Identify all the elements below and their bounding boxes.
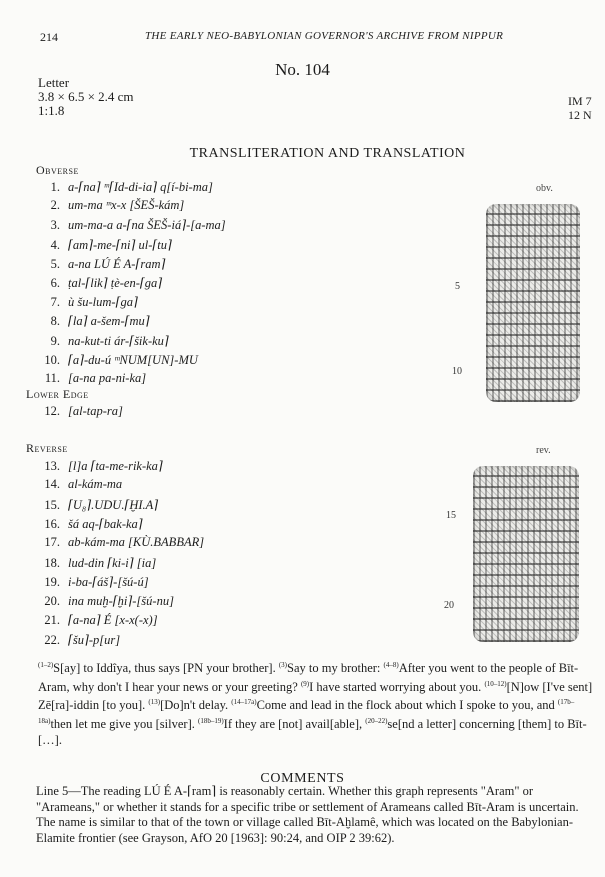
line-text: [l]a ⌈ta-me-rik-ka⌉ [68,459,163,473]
letter-metadata [38,76,134,118]
museum-reference [568,94,592,122]
field-number: 12 N [568,108,592,122]
line-text: a-⌈na⌉ ᵐ⌈Id-di-ia⌉ q[í-bi-ma] [68,180,213,194]
reverse-heading: Reverse [26,441,68,455]
line-number: 1. [50,180,60,194]
line-text: šá aq-⌈bak-ka⌉ [68,516,143,531]
page-number: 214 [40,30,58,44]
line-text: na-kut-ti ár-⌈šik-ku⌉ [68,333,169,348]
line-number: 13. [44,459,60,473]
transliteration-line [36,179,213,195]
line-reference: (14–17a) [231,698,257,707]
line-text: ⌈a⌉-du-ú ᵐNUM[UN]-MU [68,352,198,367]
line-text: ab-kám-ma [KÙ.BABBAR] [68,535,205,550]
transliteration-line [36,516,143,532]
letter-number: No. 104 [275,60,330,79]
running-head: THE EARLY NEO-BABYLONIAN GOVERNOR'S ARCHIVE FROM NIPPUR [145,30,504,42]
meta-dimensions: 3.8 × 6.5 × 2.4 cm [38,89,134,104]
line-number: 8. [50,314,60,329]
line-number: 21. [44,613,60,628]
transliteration-line [36,237,172,253]
line-number: 19. [44,574,60,589]
line-text: lud-din ⌈ki-i⌉ [ia] [68,555,157,570]
translation-segment: then let me give you [silver]. [50,717,198,732]
transliteration-line [36,404,123,419]
transliteration-line [36,198,184,213]
line-text: ⌈la⌉ a-šem-⌈mu⌉ [68,314,150,329]
translation-segment: [Do]n't delay. [160,698,232,713]
line-text: um-ma ᵐx-x [ŠEŠ-kám] [68,198,185,213]
transliteration-line [36,352,198,368]
line-text: ṭal-⌈lik⌉ ṭè-en-⌈ga⌉ [68,276,163,290]
lower-edge-heading: Lower Edge [26,387,89,401]
line-number: 4. [50,237,60,252]
transliteration-line [36,535,204,550]
reverse-tablet-label: rev. [536,445,551,456]
line-text: ⌈U₈⌉.UDU.⌈ḪI.A⌉ [68,497,159,512]
line-text: um-ma-a a-⌈na ŠEŠ-iá⌉-[a-ma] [68,218,226,233]
tablet-reverse-drawing [473,466,579,642]
comment-text: The reading LÚ É A-⌈ram⌉ is reasonably certain. Whether this graph represents "Aram" or "Arameans," or whether it stands for a specific tribe or settlement of Arameans called Bīt-Aram is uncertain. The name is similar to that of the town or village called Bīt-Aḫlamê, which was located on the Babylonian-Elamite frontier (see Grayson, AfO 20 [1963]: 90:24, and OIP 2 39:62). [36,784,579,845]
line-text: ina muḫ-⌈ḫi⌉-[šú-nu] [68,594,174,609]
line-text: [al-tap-ra] [68,404,123,418]
line-number: 22. [44,632,60,647]
margin-number-5: 5 [455,281,460,292]
transliteration-line [36,497,158,513]
line-number: 15. [44,497,60,512]
line-number: 10. [44,352,60,367]
translation-segment: [N]ow [I've sent] Zē[ra]-iddin [to you]. [38,679,593,713]
line-reference: (13) [148,698,161,707]
translation-paragraph [38,658,598,748]
line-text: al-kám-ma [68,477,123,492]
transliteration-line [36,275,162,291]
line-number: 14. [44,477,60,492]
line-number: 12. [44,404,60,418]
transliteration-line [36,217,226,233]
transliteration-line [36,632,120,648]
meta-scale: 1:1.8 [38,103,65,118]
line-number: 17. [44,535,60,550]
line-number: 6. [50,276,60,290]
line-reference: (1–2) [38,661,54,669]
translation-segment: se[nd a letter] concerning [them] to Bīt-[…]. [38,717,587,747]
transliteration-line [36,256,165,272]
translation-segment: Say to my brother: [287,661,384,676]
line-text: a-na LÚ É A-⌈ram⌉ [68,256,166,271]
line-text: ⌈šu⌉-p[ur] [68,632,121,647]
line-number: 5. [50,256,60,271]
line-reference: (20–22) [365,716,388,725]
meta-type: Letter [38,75,70,90]
margin-number-10: 10 [452,366,462,377]
line-text: [a-na pa-ni-ka] [68,371,147,385]
line-reference: (9) [300,679,310,688]
comment-label: Line 5— [36,784,81,798]
line-number: 16. [44,516,60,531]
transliteration-line [36,612,158,628]
translation-segment: Come and lead in the flock about which I spoke to you, and [256,698,558,713]
line-reference: (10–12) [484,679,507,688]
line-text: ù šu-lum-⌈ga⌉ [68,295,138,310]
transliteration-line [36,313,150,329]
section-title: TRANSLITERATION AND TRANSLATION [189,146,466,161]
obverse-tablet-label: obv. [536,183,553,194]
line-text: ⌈am⌉-me-⌈ni⌉ ul-⌈tu⌉ [68,237,172,252]
line-number: 18. [44,555,60,570]
line-number: 3. [50,218,60,233]
transliteration-line [36,477,122,492]
comment-line-5 [36,784,596,846]
margin-number-15: 15 [446,510,456,521]
line-reference: (18b–19) [197,716,224,725]
margin-number-20: 20 [444,600,454,611]
line-reference: (17b–18a) [38,698,575,725]
tablet-obverse-drawing [486,204,580,402]
line-number: 2. [50,198,60,213]
line-number: 20. [44,594,60,609]
transliteration-line [36,371,146,386]
transliteration-line [36,555,156,571]
transliteration-line [36,574,149,590]
transliteration-line [36,593,174,609]
translation-segment: S[ay] to Iddîya, thus says [PN your brother]. [53,661,279,676]
line-text: i-ba-⌈áš⌉-[šú-ú] [68,574,149,589]
transliteration-line [36,333,169,349]
line-number: 11. [44,371,60,385]
museum-number: IM 7 [568,94,592,108]
translation-segment: After you went to the people of Bīt-Aram, why don't I hear your news or your greeting? [38,661,579,694]
line-reference: (3) [278,661,288,669]
line-text: ⌈a-na⌉ É [x-x(-x)] [68,613,158,628]
transliteration-line [36,458,163,474]
translation-segment: I have started worrying about you. [309,679,485,694]
transliteration-line [36,294,138,310]
line-reference: (4–8) [383,661,399,669]
translation-segment: If they are [not] avail[able], [223,717,366,732]
comments-title: COMMENTS [260,771,345,786]
obverse-heading: Obverse [36,163,79,177]
line-number: 9. [50,333,60,348]
line-number: 7. [50,295,60,310]
